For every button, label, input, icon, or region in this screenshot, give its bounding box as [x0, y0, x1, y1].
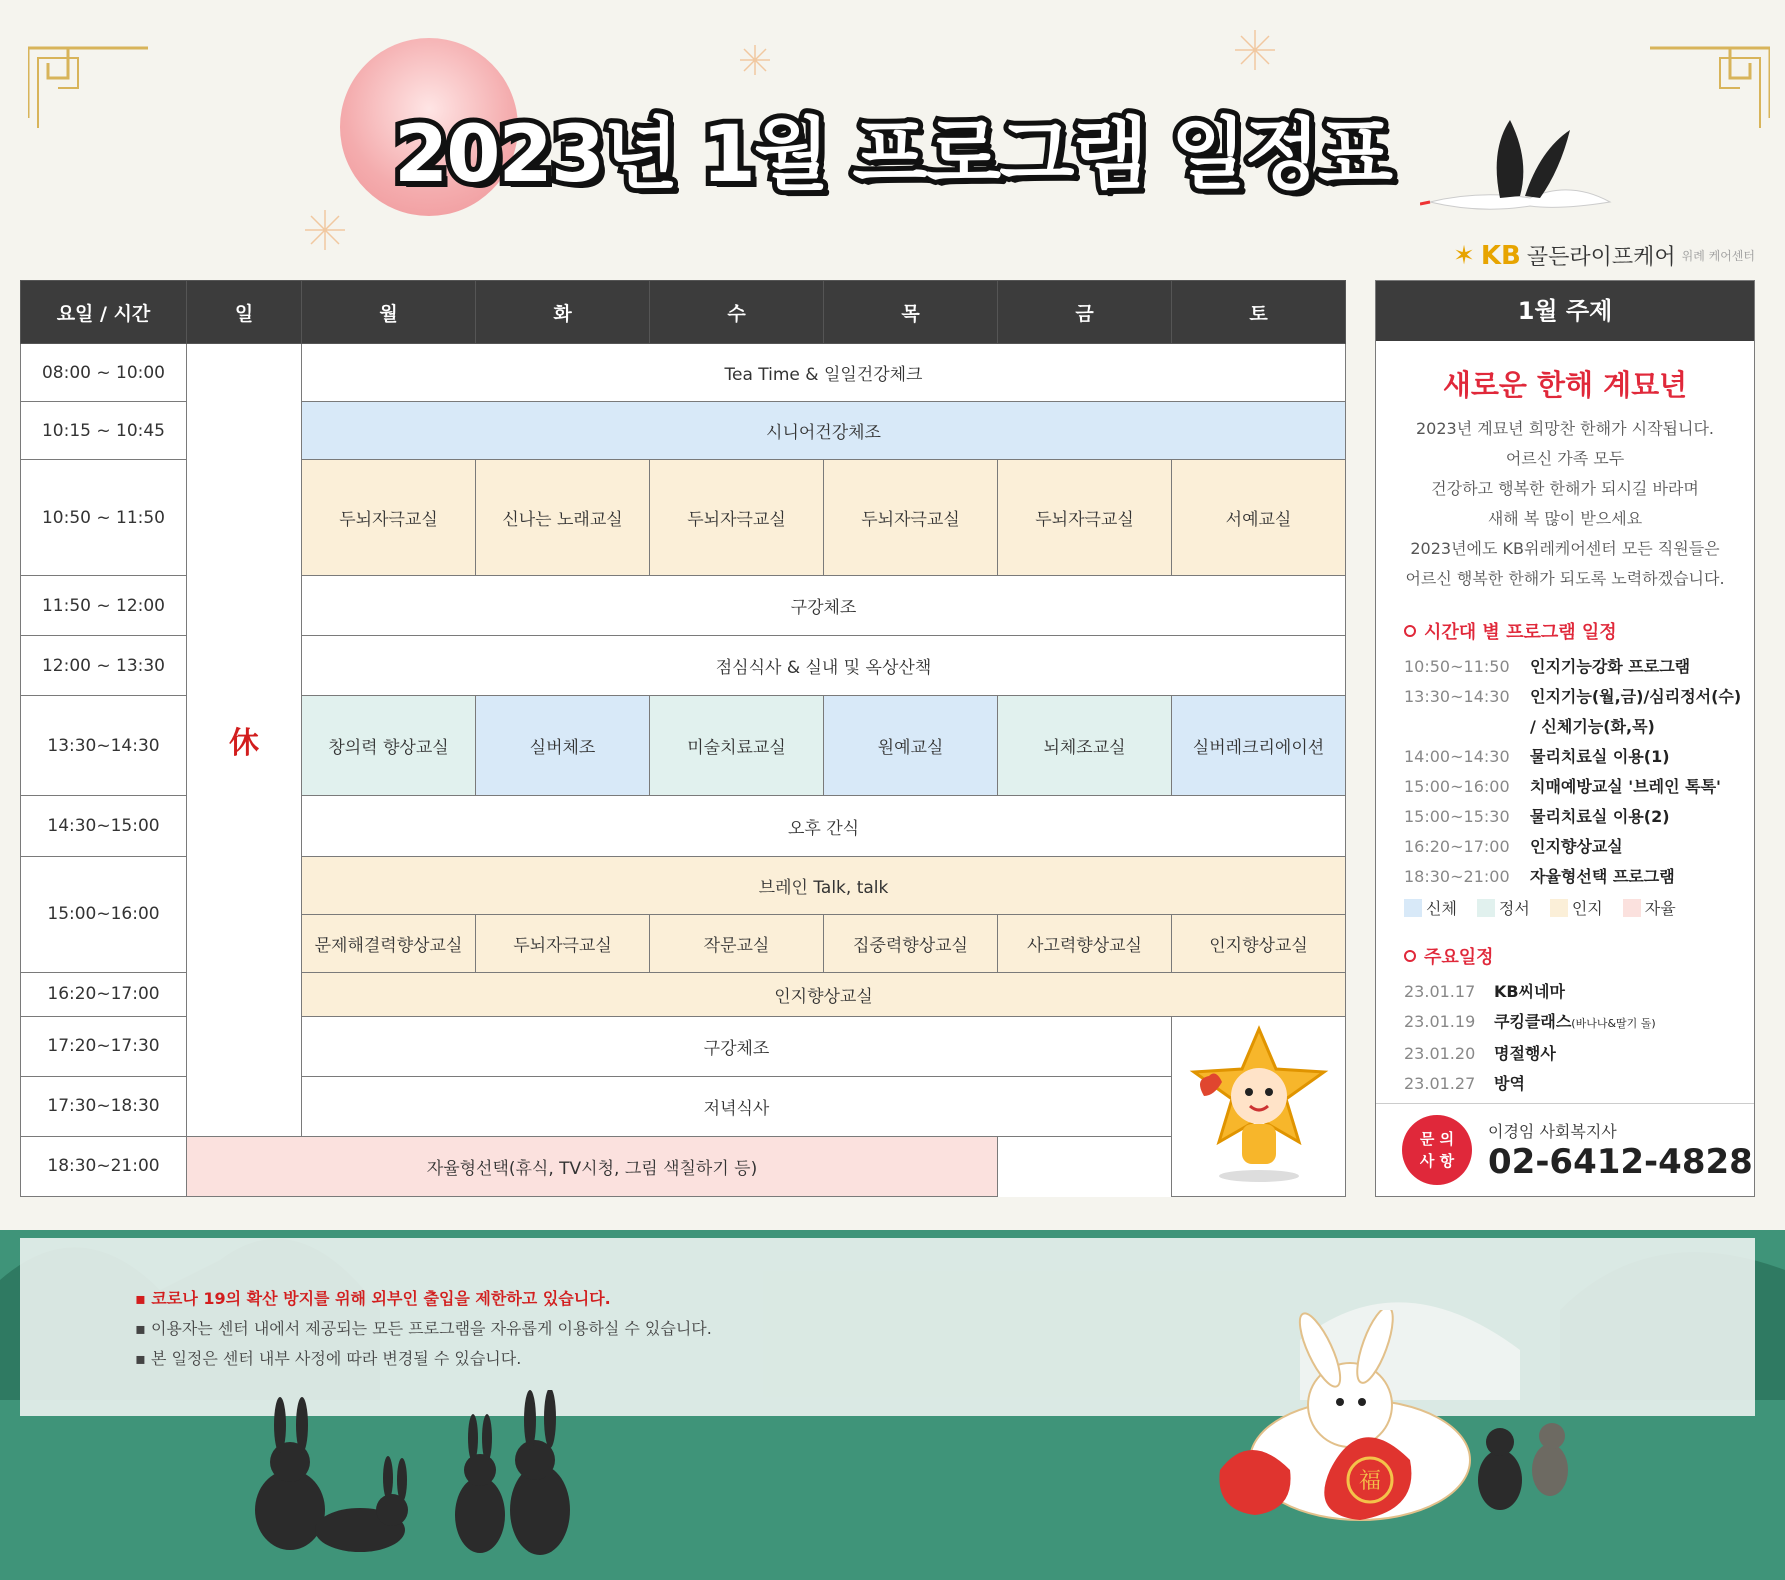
program-cell: 두뇌자극교실 [302, 460, 476, 576]
list-item: 15:00~15:30 물리치료실 이용(2) [1404, 807, 1670, 826]
list-item: 18:30~21:00 자율형선택 프로그램 [1404, 867, 1675, 886]
time-cell: 16:20~17:00 [21, 972, 187, 1016]
list-item: 13:30~14:30 인지기능(월,금)/심리정서(수) [1404, 687, 1742, 706]
time-cell: 10:15 ~ 10:45 [21, 402, 187, 460]
theme-panel-header: 1월 주제 [1376, 281, 1754, 341]
contact-badge: 문 의 사 항 [1402, 1115, 1472, 1185]
time-cell: 10:50 ~ 11:50 [21, 460, 187, 576]
time-cell: 18:30~21:00 [21, 1136, 187, 1196]
sparkle-icon [305, 210, 345, 250]
header-wednesday: 수 [650, 281, 824, 344]
time-cell: 17:30~18:30 [21, 1076, 187, 1136]
program-cell: 뇌체조교실 [998, 696, 1172, 796]
program-cell: 작문교실 [650, 914, 824, 972]
theme-message: 2023년 계묘년 희망찬 한해가 시작됩니다. 어르신 가족 모두 건강하고 행복한 한해가 되시길 바라며 새해 복 많이 받으세요 2023년에도 KB위레케어센터 모든 직원들은 어르신 행복한 한해가 되도록 노력하겠습니다. [1405, 419, 1725, 588]
sunday-rest-cell: 休 [187, 344, 302, 1137]
page-title: 2023년 1월 프로그램 일정표 [394, 110, 1391, 200]
program-cell: 집중력향상교실 [824, 914, 998, 972]
program-cell: 인지향상교실 [302, 972, 1346, 1016]
time-cell: 13:30~14:30 [21, 696, 187, 796]
black-rabbits-icon [230, 1390, 590, 1560]
time-cell: 08:00 ~ 10:00 [21, 344, 187, 402]
program-cell: 자율형선택(휴식, TV시청, 그림 색칠하기 등) [187, 1136, 998, 1196]
notice-item: ▪ 코로나 19의 확산 방지를 위해 외부인 출입을 제한하고 있습니다. [135, 1284, 1755, 1314]
program-cell: 구강체조 [302, 576, 1346, 636]
contact-section [1376, 1103, 1754, 1196]
header-sunday: 일 [187, 281, 302, 344]
program-cell: Tea Time & 일일건강체크 [302, 344, 1346, 402]
white-rabbit-lucky-bag-icon [1200, 1310, 1620, 1540]
color-legend [1404, 896, 1754, 919]
brand-logo: ✶ KB 골든라이프케어 위례 케어센터 [1453, 240, 1755, 271]
header-monday: 월 [302, 281, 476, 344]
theme-title: 새로운 한해 계묘년 [1442, 368, 1688, 402]
program-cell: 두뇌자극교실 [476, 914, 650, 972]
program-cell: 실버레크리에이션 [1172, 696, 1346, 796]
list-item: 23.01.19 쿠킹클래스(바나나&딸기 돌) [1404, 1012, 1656, 1031]
program-cell: 오후 간식 [302, 796, 1346, 856]
time-cell: 12:00 ~ 13:30 [21, 636, 187, 696]
by-time-section-title: 시간대 별 프로그램 일정 [1404, 618, 1754, 644]
header-friday: 금 [998, 281, 1172, 344]
program-cell: 문제해결력향상교실 [302, 914, 476, 972]
program-cell: 시니어건강체조 [302, 402, 1346, 460]
legend-item: 신체 [1404, 896, 1457, 919]
legend-item: 인지 [1550, 896, 1603, 919]
program-cell: 미술치료교실 [650, 696, 824, 796]
time-cell: 15:00~16:00 [21, 856, 187, 972]
legend-item: 정서 [1477, 896, 1530, 919]
header-saturday: 토 [1172, 281, 1346, 344]
header-day-time: 요일 / 시간 [21, 281, 187, 344]
list-item: 10:50~11:50 인지기능강화 프로그램 [1404, 657, 1691, 676]
program-cell: 실버체조 [476, 696, 650, 796]
program-cell: 인지향상교실 [1172, 914, 1346, 972]
list-item: 23.01.17 KB씨네마 [1404, 982, 1565, 1001]
time-cell: 11:50 ~ 12:00 [21, 576, 187, 636]
time-cell: 17:20~17:30 [21, 1016, 187, 1076]
sparkle-icon [1235, 30, 1275, 70]
star-mascot-icon [1184, 1024, 1334, 1184]
schedule-table [20, 280, 1346, 1197]
program-cell: 두뇌자극교실 [650, 460, 824, 576]
list-item: 14:00~14:30 물리치료실 이용(1) [1404, 747, 1670, 766]
program-cell: 신나는 노래교실 [476, 460, 650, 576]
header-thursday: 목 [824, 281, 998, 344]
table-row [21, 1136, 1346, 1196]
table-header-row [21, 281, 1346, 344]
theme-panel [1375, 280, 1755, 1197]
program-cell: 창의력 향상교실 [302, 696, 476, 796]
notice-item: ▪ 본 일정은 센터 내부 사정에 따라 변경될 수 있습니다. [135, 1344, 1755, 1374]
table-row [21, 344, 1346, 402]
program-cell: 두뇌자극교실 [998, 460, 1172, 576]
program-cell: 브레인 Talk, talk [302, 856, 1346, 914]
program-cell: 두뇌자극교실 [824, 460, 998, 576]
list-item: 16:20~17:00 인지향상교실 [1404, 837, 1623, 856]
svg-text:福: 福 [1358, 1469, 1382, 1494]
contact-name: 이경임 사회복지사 [1488, 1121, 1617, 1141]
program-cell: 서예교실 [1172, 460, 1346, 576]
program-cell: 점심식사 & 실내 및 옥상산책 [302, 636, 1346, 696]
list-item: 15:00~16:00 치매예방교실 '브레인 톡톡' [1404, 777, 1721, 796]
list-item: 23.01.20 명절행사 [1404, 1044, 1556, 1063]
circle-bullet-icon [1404, 950, 1416, 962]
header-tuesday: 화 [476, 281, 650, 344]
program-cell: 구강체조 [302, 1016, 1172, 1076]
mascot-cell [1172, 1016, 1346, 1196]
list-item: 23.01.27 방역 [1404, 1074, 1525, 1093]
program-cell: 사고력향상교실 [998, 914, 1172, 972]
sparkle-icon [740, 45, 770, 75]
program-cell: 저녁식사 [302, 1076, 1172, 1136]
circle-bullet-icon [1404, 625, 1416, 637]
kb-star-icon: ✶ [1453, 240, 1475, 271]
notice-item: ▪ 이용자는 센터 내에서 제공되는 모든 프로그램을 자유롭게 이용하실 수 있습니다. [135, 1314, 1755, 1344]
time-cell: 14:30~15:00 [21, 796, 187, 856]
list-item: / 신체기능(화,목) [1530, 717, 1655, 736]
contact-phone[interactable]: 02-6412-4828 [1488, 1141, 1753, 1182]
program-cell: 원예교실 [824, 696, 998, 796]
legend-item: 자율 [1623, 896, 1676, 919]
events-section-title: 주요일정 [1404, 943, 1754, 969]
